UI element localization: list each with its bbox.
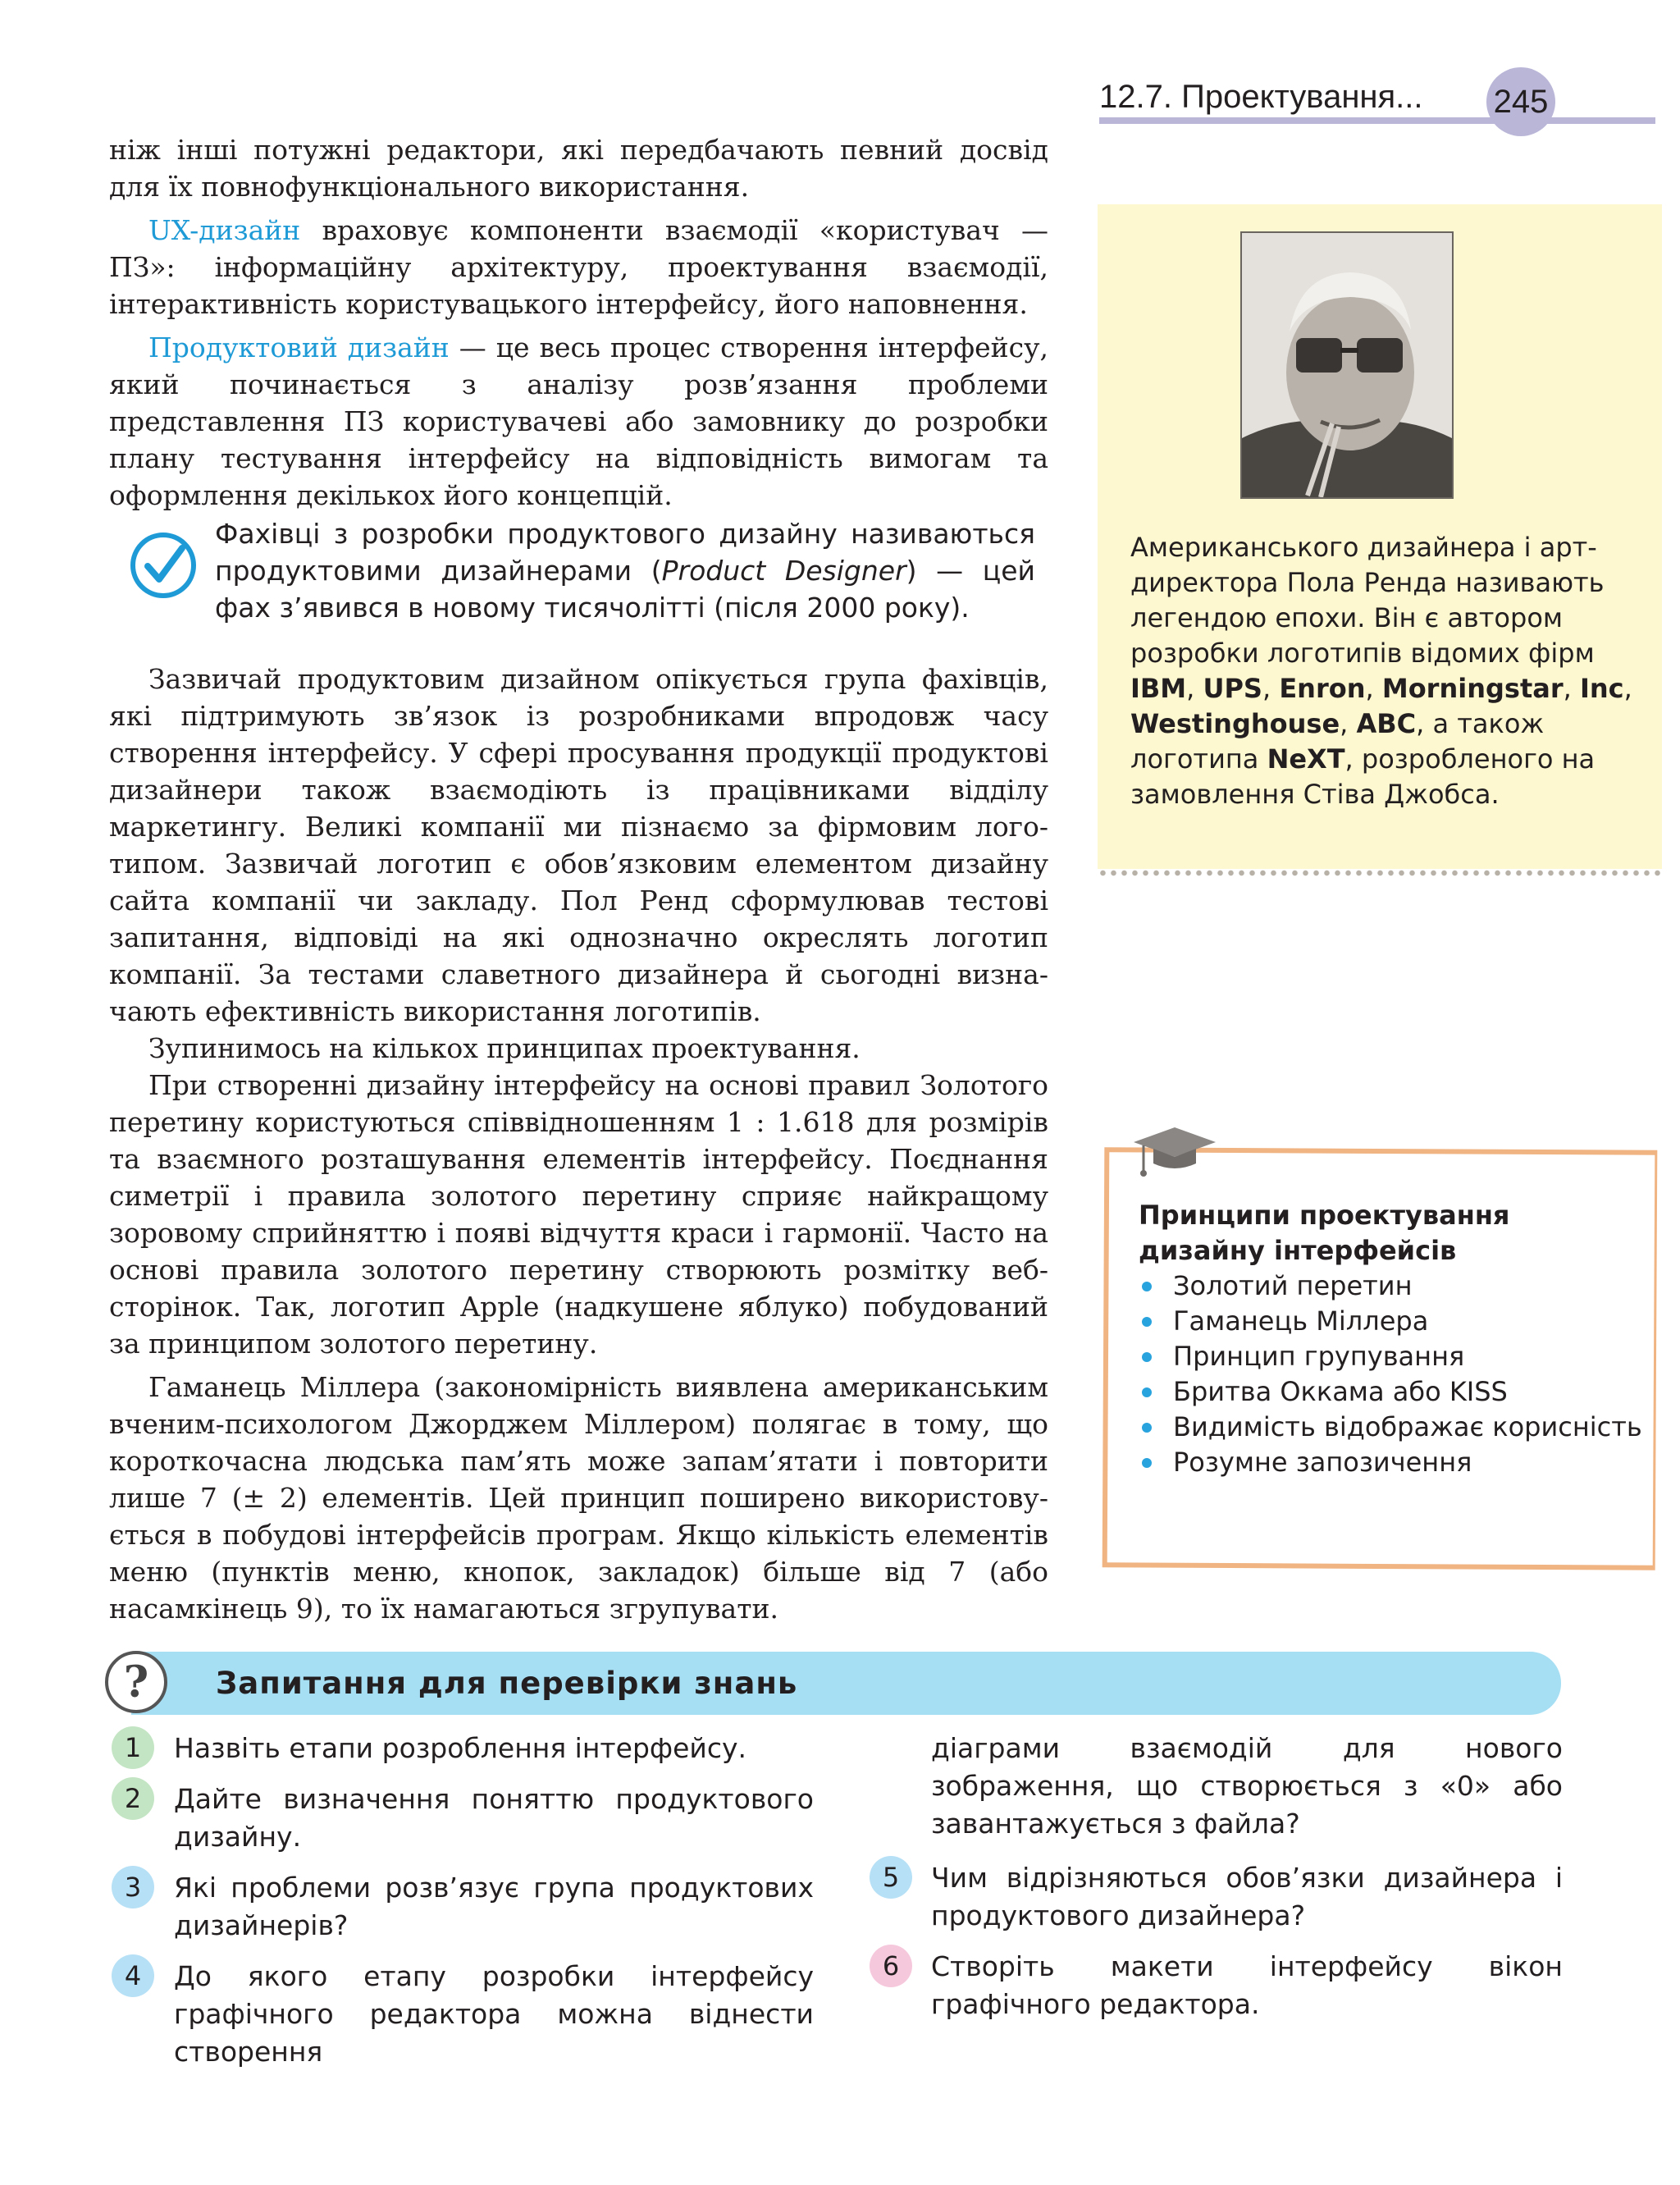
principles-list <box>1139 1268 1647 1480</box>
header-rule <box>1099 117 1655 124</box>
question-text-continued: діаграми взаємодій для нового зображення, що створюється з «0» або завантажується з файла? <box>931 1732 1563 1840</box>
question-text: Які проблеми розв’язує група продуктових дизайнерів? <box>174 1872 814 1941</box>
svg-text:?: ? <box>123 1657 149 1707</box>
paragraph-5: Зупинимось на кількох принципах проектування. <box>148 1032 861 1064</box>
question-text: Назвіть етапи розроблення інтерфейсу. <box>174 1732 747 1764</box>
dotted-divider <box>1098 870 1662 876</box>
logo-enron: Enron <box>1279 673 1366 704</box>
sep-4: , <box>1563 673 1580 704</box>
principles-title: Принципи проектування дизайну інтерфейсів <box>1139 1200 1510 1266</box>
logo-morningstar: Morningstar <box>1381 673 1564 704</box>
logo-ibm: IBM <box>1130 673 1187 704</box>
paragraph-product-design <box>109 329 1048 514</box>
note-text-b: ) — цей фах з’явився в новому тисячолітті (після 2000 року). <box>215 555 1035 624</box>
term-product-design: Продуктовий дизайн <box>148 331 450 363</box>
question-text: Дайте визначення поняттю продуктового дизайну. <box>174 1783 814 1853</box>
question-number: 2 <box>112 1777 154 1820</box>
principle-item: Принцип групування <box>1139 1339 1647 1374</box>
principle-item: Розумне запозичення <box>1139 1445 1647 1480</box>
portrait-illustration <box>1242 233 1452 497</box>
logo-inc: Inc <box>1579 673 1624 704</box>
graduation-cap-icon <box>1132 1124 1218 1177</box>
question-number: 4 <box>112 1954 154 1997</box>
question-number: 3 <box>112 1866 154 1908</box>
main-text-continued <box>109 661 1048 1627</box>
paragraph-product-design-text: — це весь процес створення інтерфейсу, який починається з аналізу розв’язання проблеми представлення ПЗ користувачеві або замовнику до розробки плану тестування інтерфейсу на відповідність вимогам та оформлення декількох його концепцій. <box>109 331 1048 511</box>
question-text: До якого етапу розробки інтерфейсу графічного редактора можна віднести створення <box>174 1960 814 2068</box>
bio-text-3: , розробленого на замовлення Стіва Джобса. <box>1130 743 1596 810</box>
questions-title: Запитання для перевірки знань <box>216 1666 798 1701</box>
note-text-a: Фахівці з розробки продуктового дизайну називаються продуктовими дизайнерами ( <box>215 518 1035 587</box>
bio-text-1: Американського дизайнера і арт-директора Пола Ренда називають легендою епохи. Він є автором розробки логотипів відомих фірм <box>1130 532 1605 669</box>
paragraph-ux-design-text: враховує компоненти взаємодії «користувач — ПЗ»: інформаційну архітектуру, проектування взаємодії, інтерактивність користувацького інтерфейсу, його наповнення. <box>109 214 1048 320</box>
paragraph-1: ніж інші потужні редактори, які передбачають певний досвід для їх повнофункціонального використання. <box>109 134 1048 203</box>
question-mark-icon <box>103 1649 169 1715</box>
principle-item: Золотий перетин <box>1139 1268 1647 1304</box>
section-title: 12.7. Проектування... <box>1099 79 1423 115</box>
principle-item: Видимість відображає корисність <box>1139 1410 1647 1445</box>
question-number: 1 <box>112 1726 154 1769</box>
paragraph-7: Гаманець Міллера (закономірність виявлена американським вченим-психологом Джорджем Міллером) полягає в тому, що короткочасна людська пам’ять може запам’ятати і повторити лише 7 (± 2) елементів. Цей принцип поширено використовується в побудові інтерфейсів програм. Якщо кількість елементів меню (пунктів меню, кнопок, закладок) більше від 7 (або насамкінець 9), то їх намагаються згрупувати. <box>109 1371 1048 1625</box>
main-text <box>109 131 1048 514</box>
note-term: Product Designer <box>661 555 906 587</box>
bio-text <box>1130 530 1639 812</box>
question-text: Чим відрізняються обов’язки дизайнера і продуктового дизайнера? <box>931 1862 1563 1931</box>
sep-2: , <box>1262 673 1280 704</box>
bio-text-2: , а також логотипа <box>1130 708 1545 775</box>
paragraph-ux-design <box>109 212 1048 322</box>
logo-westinghouse: Westinghouse <box>1130 708 1340 739</box>
logo-abc: ABC <box>1356 708 1417 739</box>
page-number: 245 <box>1486 67 1555 136</box>
sep-6: , <box>1340 708 1357 739</box>
question-text: Створіть макети інтерфейсу вікон графічного редактора. <box>931 1950 1563 2020</box>
sep-5: , <box>1623 673 1632 704</box>
paragraph-6: При створенні дизайну інтерфейсу на основі правил Золотого перетину користуються співвідношенням 1 : 1.618 для розмірів та взаємного розташування елементів інтерфейсу. Поєднання симетрії і правила золотого перетину сприяє найкращому зоровому сприйняттю і появі відчуття краси і гармонії. Часто на основі правила золотого перетину створюють розмітку веб-сторінок. Так, логотип Apple (надкушене яблуко) побудований за принципом золотого перетину. <box>109 1069 1048 1360</box>
term-ux-design: UX-дизайн <box>148 214 301 246</box>
principle-item: Бритва Оккама або KISS <box>1139 1374 1647 1410</box>
question-number: 5 <box>870 1856 912 1899</box>
logo-ups: UPS <box>1203 673 1262 704</box>
note-box <box>123 515 1034 638</box>
sep-3: , <box>1365 673 1382 704</box>
logo-next: NeXT <box>1267 743 1345 775</box>
checkmark-icon <box>130 532 197 599</box>
paragraph-4: Зазвичай продуктовим дизайном опікується група фахівців, які підтримують зв’язок із розробниками впродовж часу створення інтерфейсу. У сфері просування продукції продуктові дизайнери також взаємодіють із працівниками відділу маркетингу. Великі компанії ми пізнаємо за фірмовим логотипом. Зазвичай логотип є обов’язковим елементом дизайну сайта компанії чи закладу. Пол Ренд сформулював тестові запитання, відповіді на які однозначно окреслять логотип компанії. За тестами славетного дизайнера й сьогодні визначають ефективність використання логотипів. <box>109 663 1048 1027</box>
note-text <box>215 515 1035 626</box>
sep-1: , <box>1186 673 1203 704</box>
question-number: 6 <box>870 1945 912 1987</box>
portrait-photo <box>1240 231 1454 499</box>
principle-item: Гаманець Міллера <box>1139 1304 1647 1339</box>
